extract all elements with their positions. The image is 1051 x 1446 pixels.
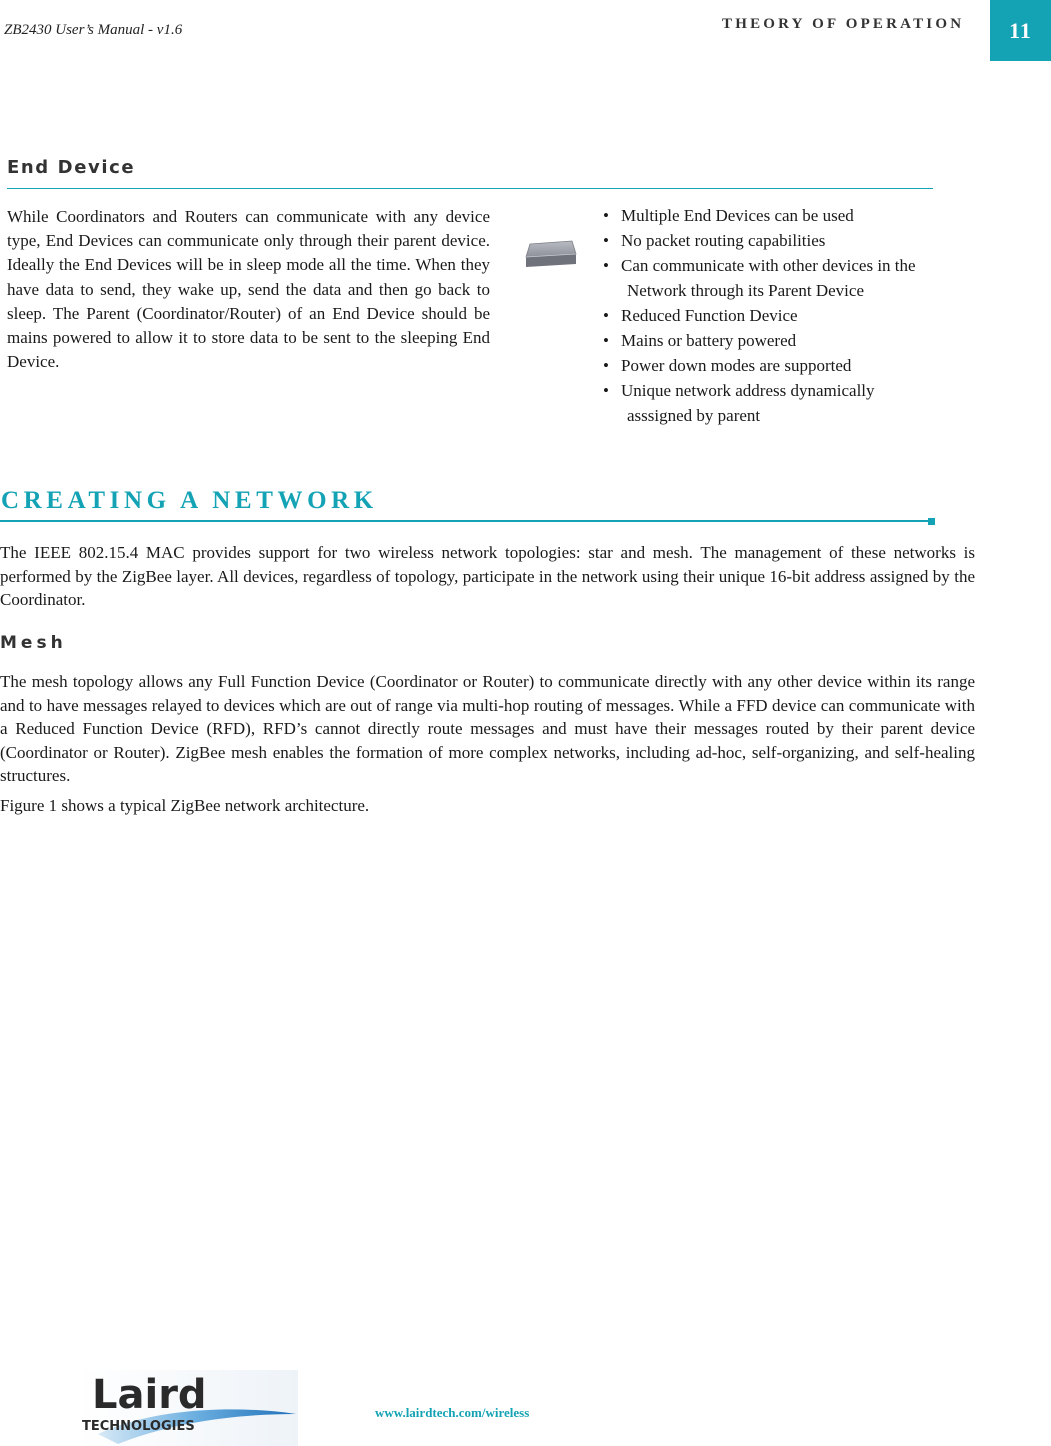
feature-item: • Multiple End Devices can be used — [603, 206, 854, 225]
feature-text: Power down modes are supported — [621, 356, 852, 375]
end-device-description: While Coordinators and Routers can communicate with any device type, End Devices can communicate only through their parent device. Ideally the End Devices will be in sleep mode all the time. When they have data to send, they wake up, send the data and then go back to sleep. The Parent (Coordinator/Router) of an End Device should be mains powered to allow it to store data to be sent to the sleeping End Device. — [7, 207, 490, 372]
figure-reference: Figure 1 shows a typical ZigBee network architecture. — [0, 796, 370, 815]
laird-technologies-logo — [78, 1370, 298, 1446]
feature-item: • Unique network address dynamically asssigned by parent — [603, 378, 983, 428]
feature-text: Multiple End Devices can be used — [621, 206, 854, 225]
end-device-feature-list — [603, 203, 983, 428]
section-header: THEORY OF OPERATION — [722, 16, 965, 32]
feature-text-continued: Network through its Parent Device — [627, 281, 864, 300]
svg-text:Laird: Laird — [92, 1372, 207, 1418]
feature-text: Unique network address dynamically — [621, 381, 875, 400]
creating-network-heading: CREATING A NETWORK — [1, 487, 378, 514]
feature-item: • Reduced Function Device — [603, 306, 798, 325]
end-device-heading: End Device — [7, 157, 136, 178]
feature-item: • Power down modes are supported — [603, 356, 852, 375]
page-number-tab: 11 — [990, 0, 1051, 61]
feature-item: • No packet routing capabilities — [603, 231, 826, 250]
feature-text: Mains or battery powered — [621, 331, 797, 350]
feature-item: • Mains or battery powered — [603, 331, 797, 350]
section-divider-end-marker — [928, 518, 935, 525]
feature-text: Can communicate with other devices in the — [621, 256, 916, 275]
feature-text: No packet routing capabilities — [621, 231, 826, 250]
heading-divider — [7, 188, 933, 189]
mesh-heading: Mesh — [0, 633, 67, 653]
network-intro-paragraph: The IEEE 802.15.4 MAC provides support for two wireless network topologies: star and mesh. The management of these networks is performed by the ZigBee layer. All devices, regardless of topology, participate in the network using their unique 16-bit address assigned by the Coordinator. — [0, 543, 975, 609]
end-device-icon — [524, 238, 578, 272]
feature-item: • Can communicate with other devices in the Network through its Parent Device — [603, 253, 983, 303]
manual-title: ZB2430 User’s Manual - v1.6 — [4, 22, 183, 38]
section-divider — [0, 520, 928, 522]
footer-website-link[interactable]: www.lairdtech.com/wireless — [375, 1405, 530, 1420]
mesh-paragraph: The mesh topology allows any Full Function Device (Coordinator or Router) to communicate directly with any other device within its range and to have messages relayed to devices which are out of range via multi-hop routing of messages. While a FFD device can communicate with a Reduced Function Device (RFD), RFD’s cannot directly route messages and must have their messages routed by their parent device (Coordinator or Router). ZigBee mesh enables the formation of more complex networks, including ad-hoc, self-organizing, and self-healing structures. — [0, 672, 975, 785]
svg-text:TECHNOLOGIES: TECHNOLOGIES — [82, 1419, 195, 1434]
feature-text-continued: asssigned by parent — [627, 406, 761, 425]
feature-text: Reduced Function Device — [621, 306, 798, 325]
